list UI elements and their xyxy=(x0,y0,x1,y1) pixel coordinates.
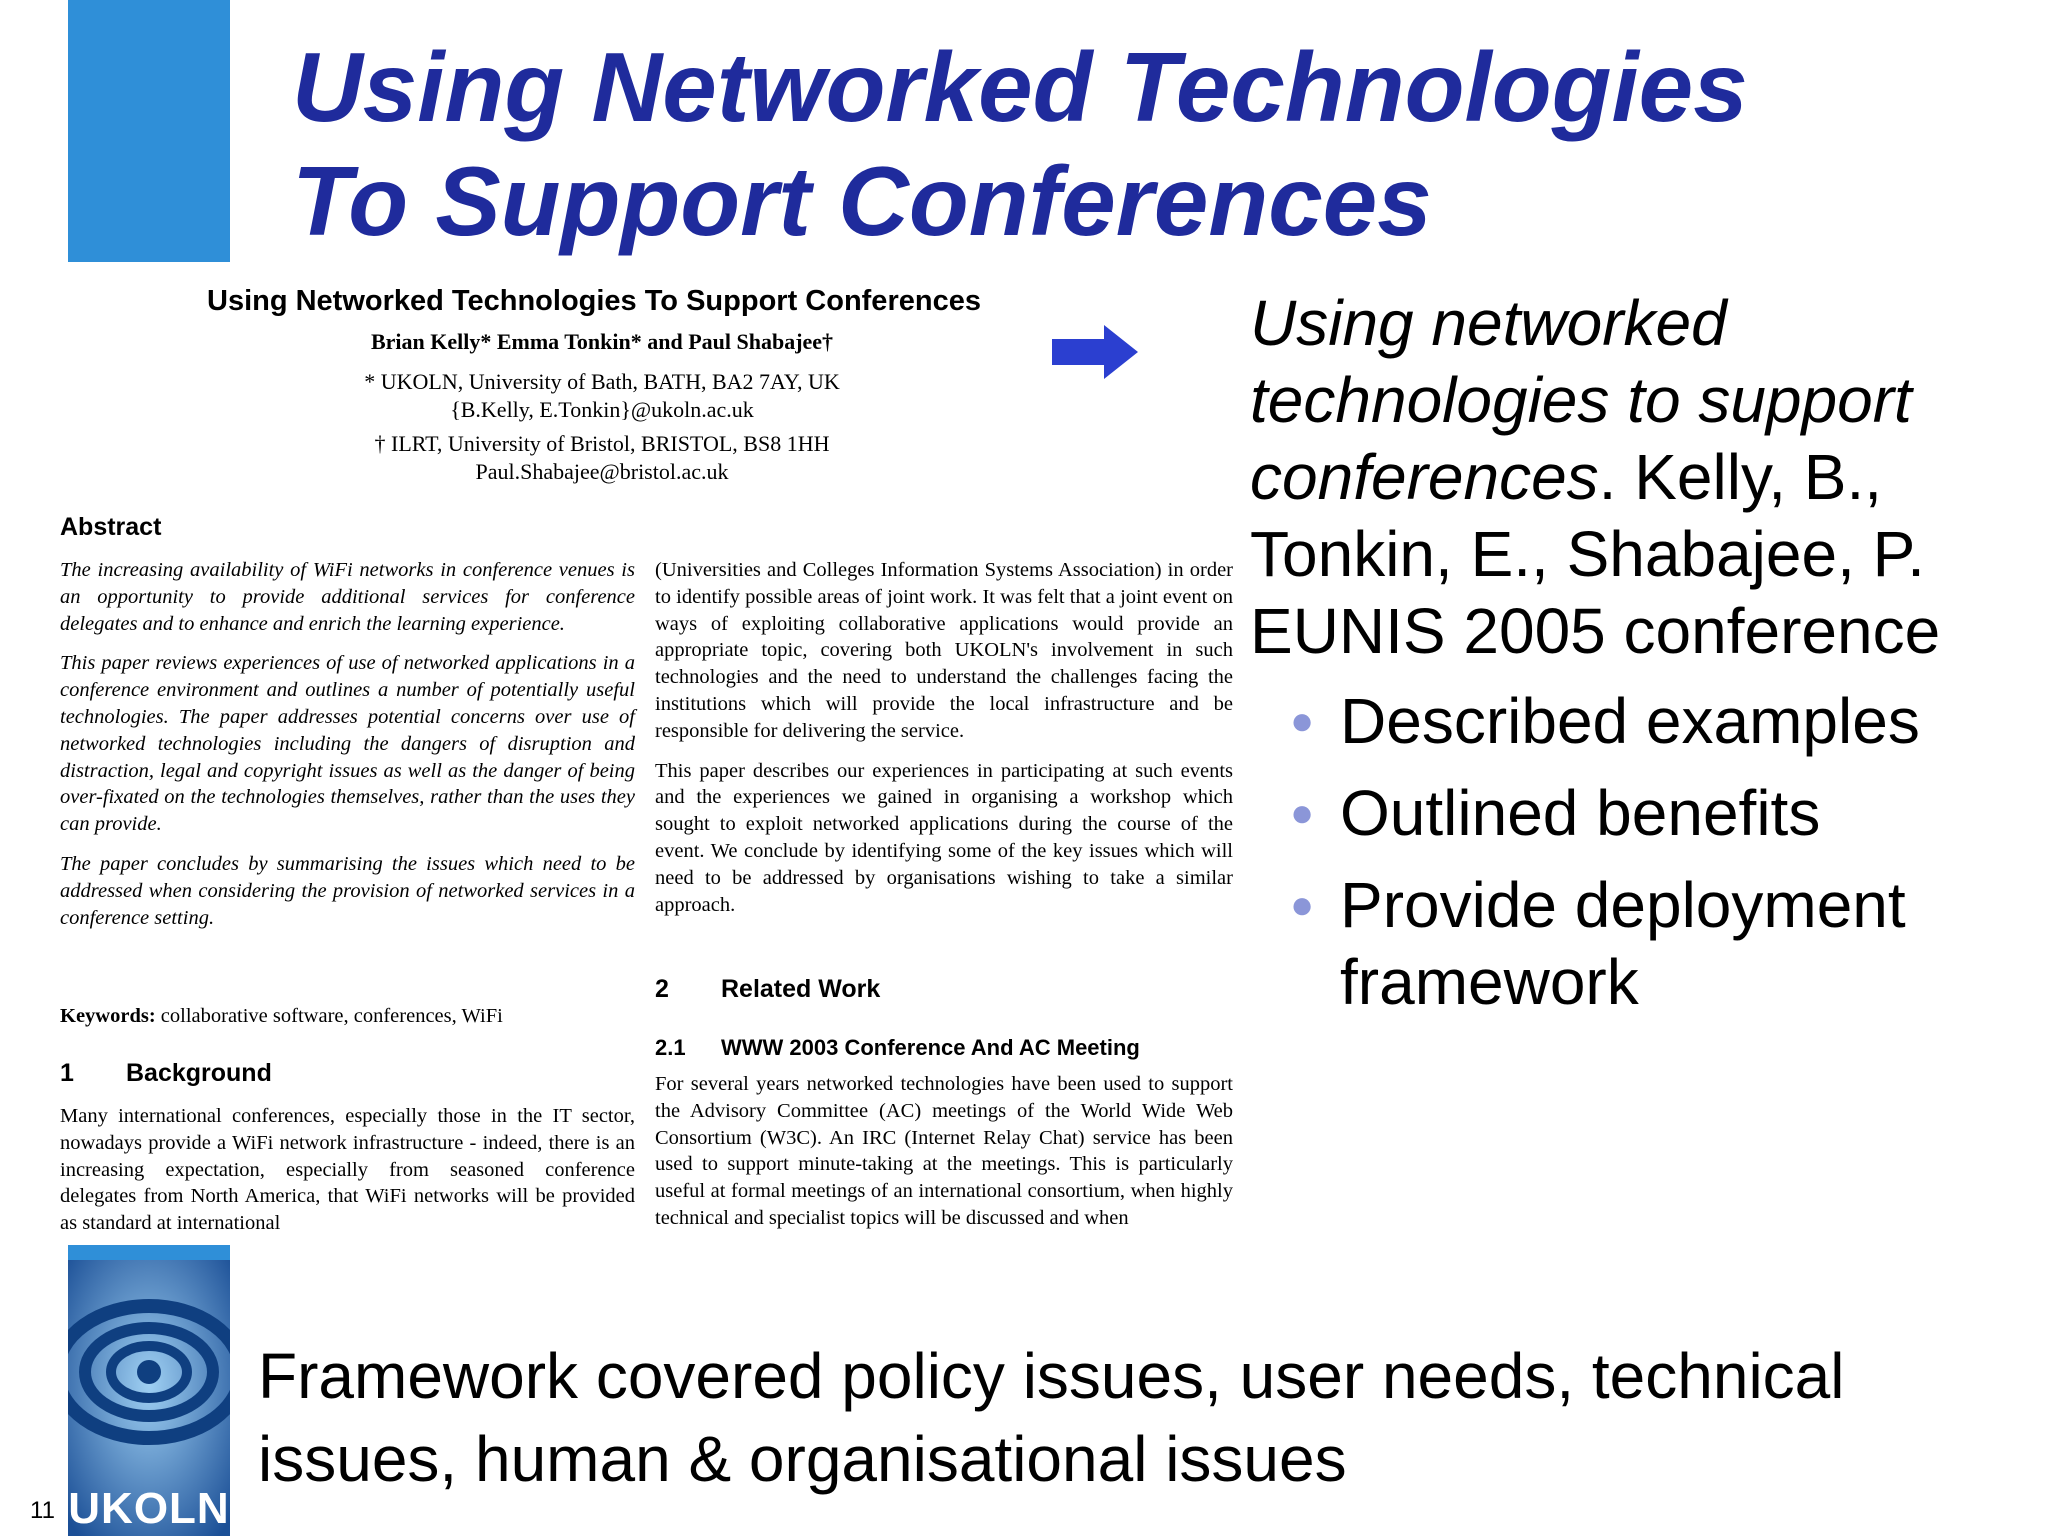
section-2-heading xyxy=(655,975,880,1004)
citation-details: . Kelly, B., Tonkin, E., Shabajee, P. EUNIS 2005 conference xyxy=(1250,441,1941,667)
keywords-line xyxy=(60,1003,635,1030)
paper-affiliation-2-email: Paul.Shabajee@bristol.ac.uk xyxy=(475,459,729,484)
bullet-item xyxy=(1290,867,2030,1021)
abstract-paragraph: The increasing availability of WiFi networks in conference venues is an opportunity to provide additional services for conference delegates and to enhance and enrich the learning experience. xyxy=(60,559,635,635)
slide-number: 11 xyxy=(30,1497,55,1524)
ukoln-logo xyxy=(68,1260,230,1536)
section-2-title: Related Work xyxy=(721,975,881,1003)
section-2-1-text: For several years networked technologies have been used to support the Advisory Committee (AC) meetings of the World Wide Web Consortium (W3C). An IRC (Internet Relay Chat) service has been used to support minute-taking at the meetings. This is particularly useful at formal meetings of an international consortium, when highly technical and specialist topics will be discussed and when xyxy=(655,1073,1233,1229)
abstract-column xyxy=(60,557,635,944)
slide-title-line1: Using Networked Technologies xyxy=(292,32,1748,142)
keywords-text: collaborative software, conferences, WiFi xyxy=(160,1005,503,1027)
section-2-number: 2 xyxy=(655,975,669,1003)
keywords-label: Keywords: xyxy=(60,1005,156,1027)
body-paragraph: (Universities and Colleges Information Systems Association) in order to identify possible areas of joint work. It was felt that a joint event on ways of exploiting collaborative applications would provide an appropriate topic, covering both UKOLN's involvement in such technologies and the need to understand the challenges facing the institutions which will provide the local infrastructure and be responsible for delivering the service. xyxy=(655,559,1233,742)
paper-authors: Brian Kelly* Emma Tonkin* and Paul Shabajee† xyxy=(370,329,834,354)
abstract-heading: Abstract xyxy=(60,513,162,541)
footer-statement: Framework covered policy issues, user needs, technical issues, human & organisational issues xyxy=(258,1340,1845,1495)
paper-title: Using Networked Technologies To Support Conferences xyxy=(207,285,981,317)
section-1-title: Background xyxy=(126,1059,272,1087)
section-2-1-title: WWW 2003 Conference And AC Meeting xyxy=(721,1035,1140,1060)
bullet-dot-icon: ● xyxy=(1290,883,1315,927)
abstract-paragraph: The paper concludes by summarising the issues which need to be addressed when considering the provision of networked services in a conference setting. xyxy=(60,852,635,929)
bullet-item xyxy=(1290,683,2030,760)
section-1-number: 1 xyxy=(60,1059,74,1087)
section-2-1-heading xyxy=(655,1035,1140,1061)
right-column-top xyxy=(655,557,1233,931)
paper-affiliation-2: † ILRT, University of Bristol, BRISTOL, BS8 1HH xyxy=(374,431,830,456)
logo-wordmark: UKOLN xyxy=(68,1484,230,1533)
body-paragraph: This paper describes our experiences in participating at such events and the experiences we gained in organising a workshop which sought to exploit networked applications during the course of the event. We conclude by identifying some of the key issues which will need to be addressed by organisations wishing to take a similar approach. xyxy=(655,759,1233,916)
bullet-dot-icon: ● xyxy=(1290,699,1315,743)
right-arrow-icon xyxy=(1052,325,1138,379)
bullet-text: Outlined benefits xyxy=(1340,777,1821,849)
paper-excerpt-image xyxy=(52,285,1234,1245)
abstract-paragraph: This paper reviews experiences of use of networked applications in a conference environment and outlines a number of potentially useful technologies. The paper addresses potential concerns over use of networked technologies including the dangers of disruption and distraction, legal and copyright issues as well as the danger of being over-fixated on the technologies themselves, rather than the uses they can provide. xyxy=(60,652,635,836)
bullet-list xyxy=(1290,683,2030,1036)
bullet-item xyxy=(1290,775,2030,852)
bullet-dot-icon: ● xyxy=(1290,791,1315,835)
bullet-text: Described examples xyxy=(1340,685,1920,757)
paper-affiliation-1-email: {B.Kelly, E.Tonkin}@ukoln.ac.uk xyxy=(450,397,754,422)
section-1-text: Many international conferences, especially those in the IT sector, nowadays provide a WiFi network infrastructure - indeed, there is an increasing expectation, especially from seasoned conference delegates from North America, that WiFi networks will be provided as standard at international xyxy=(60,1105,635,1235)
citation-text xyxy=(1250,285,2030,670)
bullet-text: Provide deployment framework xyxy=(1340,869,1906,1018)
paper-affiliation-1: * UKOLN, University of Bath, BATH, BA2 7AY, UK xyxy=(364,369,840,394)
citation-title: Using networked technologies to support conferences xyxy=(1250,287,1912,513)
section-1-heading xyxy=(60,1059,272,1088)
section-2-1-number: 2.1 xyxy=(655,1035,686,1060)
slide-title-line2: To Support Conferences xyxy=(292,146,1432,256)
slide-title xyxy=(292,30,1992,258)
accent-bar-top xyxy=(68,0,230,262)
